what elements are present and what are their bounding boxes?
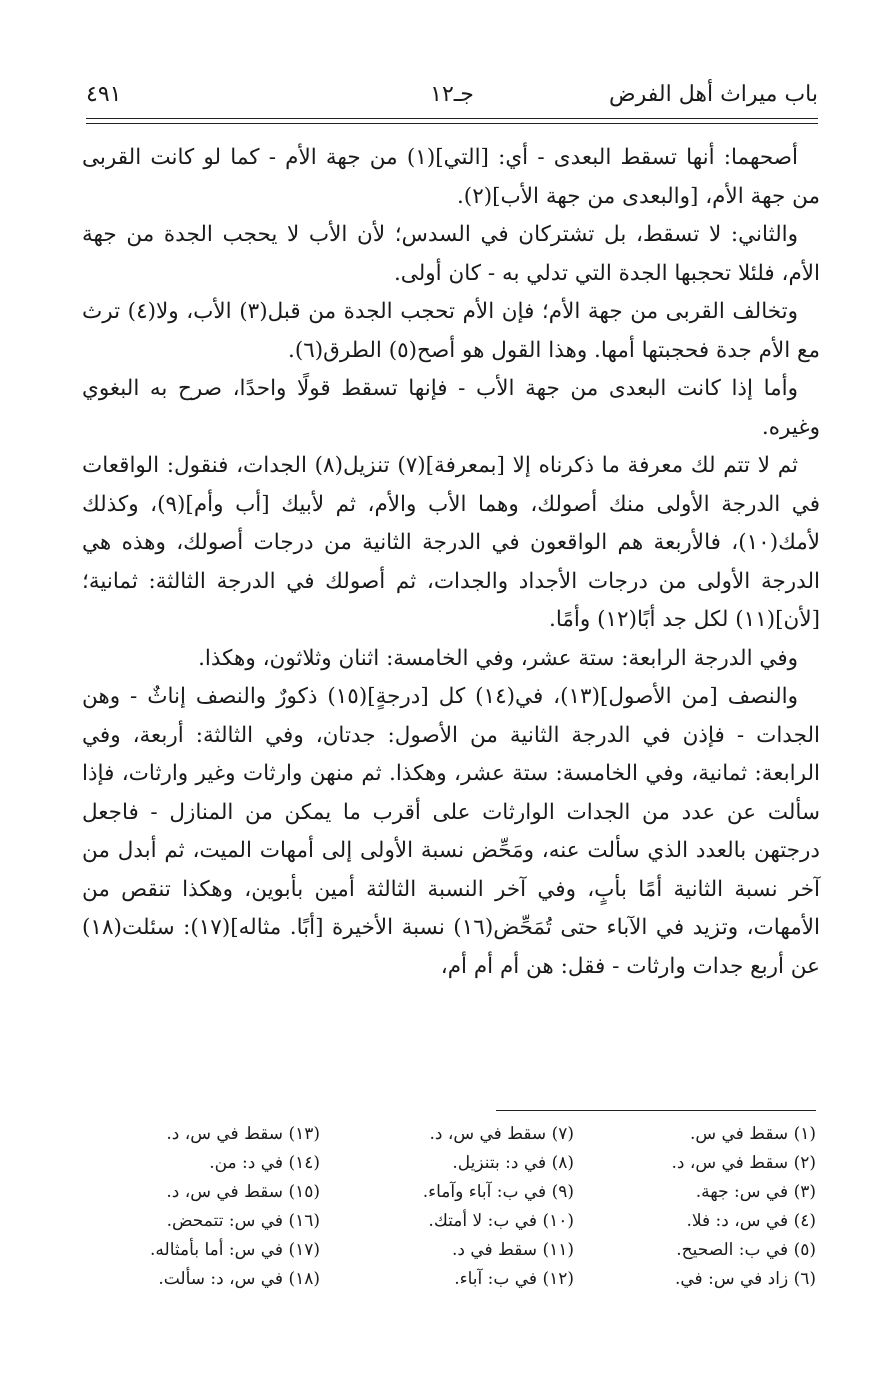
footnote: (١٢) في ب: آباء. (454, 1269, 574, 1289)
header-rule-thick (86, 118, 818, 119)
chapter-title: باب ميراث أهل الفرض (609, 82, 818, 107)
footnote: (١٨) في س، د: سألت. (158, 1269, 320, 1289)
footnote: (٢) سقط في س، د. (671, 1153, 816, 1173)
footnote-column (86, 1120, 340, 1320)
paragraph: وفي الدرجة الرابعة: ستة عشر، وفي الخامسة: اثنان وثلاثون، وهكذا. (198, 645, 798, 671)
footnote: (١) سقط في س. (689, 1124, 816, 1144)
footnote: (١١) سقط في د. (451, 1240, 574, 1260)
footnote: (١٧) في س: أما بأمثاله. (150, 1240, 320, 1260)
paragraph: ثم لا تتم لك معرفة ما ذكرناه إلا [بمعرفة](٧) تنزيل(٨) الجدات، فنقول: الواقعات في الدرجة الأولى منك أصولك، وهما الأب والأم، ثم لأبيك [أب وأم](٩)، وكذلك لأمك(١٠)، فالأربعة هم الواقعون في الدرجة الثانية من درجات أصولك، وهذه هي الدرجة الأولى من درجات الأجداد والجدات، ثم أصولك في الدرجة الثالثة: ثمانية؛ [لأن](١١) لكل جد أبًا(١٢) وأمًا. (82, 453, 820, 632)
footnote: (٧) سقط في س، د. (429, 1124, 574, 1144)
footnote: (٨) في د: بتنزيل. (452, 1153, 574, 1173)
volume-number: جـ١٢ (430, 82, 474, 107)
footnote: (١٠) في ب: لا أمتك. (428, 1211, 574, 1231)
running-header (86, 76, 818, 114)
footnote: (١٣) سقط في س، د. (166, 1124, 320, 1144)
footnote: (٣) في س: جهة. (695, 1182, 816, 1202)
paragraph: وأما إذا كانت البعدى من جهة الأب - فإنها تسقط قولًا واحدًا، صرح به البغوي وغيره. (82, 376, 820, 440)
footnote-column (582, 1120, 816, 1320)
footnote: (١٤) في د: من. (209, 1153, 320, 1173)
footnotes (86, 1120, 816, 1320)
paragraph: والثاني: لا تسقط، بل تشتركان في السدس؛ لأن الأب لا يحجب الجدة من جهة الأم، فلئلا تحجبها الجدة التي تدلي به - كان أولى. (82, 222, 820, 286)
header-rule-thin (86, 123, 818, 124)
footnote-separator (496, 1110, 816, 1111)
footnote: (٥) في ب: الصحيح. (676, 1240, 816, 1260)
footnote: (١٦) في س: تتمحض. (166, 1211, 320, 1231)
footnote-column (340, 1120, 582, 1320)
page-number: ٤٩١ (86, 82, 122, 107)
paragraph: أصحهما: أنها تسقط البعدى - أي: [التي](١) من جهة الأم - كما لو كانت القربى من جهة الأم، [والبعدى من جهة الأب](٢). (82, 145, 820, 209)
footnote: (١٥) سقط في س، د. (166, 1182, 320, 1202)
footnote: (٤) في س، د: فلا. (686, 1211, 816, 1231)
footnote: (٦) زاد في س: في. (674, 1269, 816, 1289)
paragraph: وتخالف القربى من جهة الأم؛ فإن الأم تحجب الجدة من قبل(٣) الأب، ولا(٤) ترث مع الأم جدة فحجبتها أمها. وهذا القول هو أصح(٥) الطرق(٦). (82, 299, 820, 363)
main-text (82, 139, 820, 986)
paragraph: والنصف [من الأصول](١٣)، في(١٤) كل [درجةٍ](١٥) ذكورٌ والنصف إناثٌ - وهن الجدات - فإذن في الدرجة الثانية من الأصول: جدتان، وفي الثالثة: أربعة، وفي الرابعة: ثمانية، وفي الخامسة: ستة عشر، وهكذا. ثم منهن وارثات وغير وارثات، فإذا سألت عن عدد من الجدات الوارثات على أقرب ما يمكن من المنازل - فاجعل درجتهن بالعدد الذي سألت عنه، ومَحِّض نسبة الأولى إلى أمهات الميت، ثم أبدل من آخر نسبة الثانية أمًا بأبٍ، وفي آخر النسبة الثالثة أمين بأبوين، وهكذا تنقص من الأمهات، وتزيد في الآباء حتى تُمَحِّض(١٦) نسبة الأخيرة [أبًا. مثاله](١٧): سئلت(١٨) عن أربع جدات وارثات - فقل: هن أم أم أم، (82, 684, 820, 979)
footnote: (٩) في ب: آباء وآماء. (422, 1182, 574, 1202)
